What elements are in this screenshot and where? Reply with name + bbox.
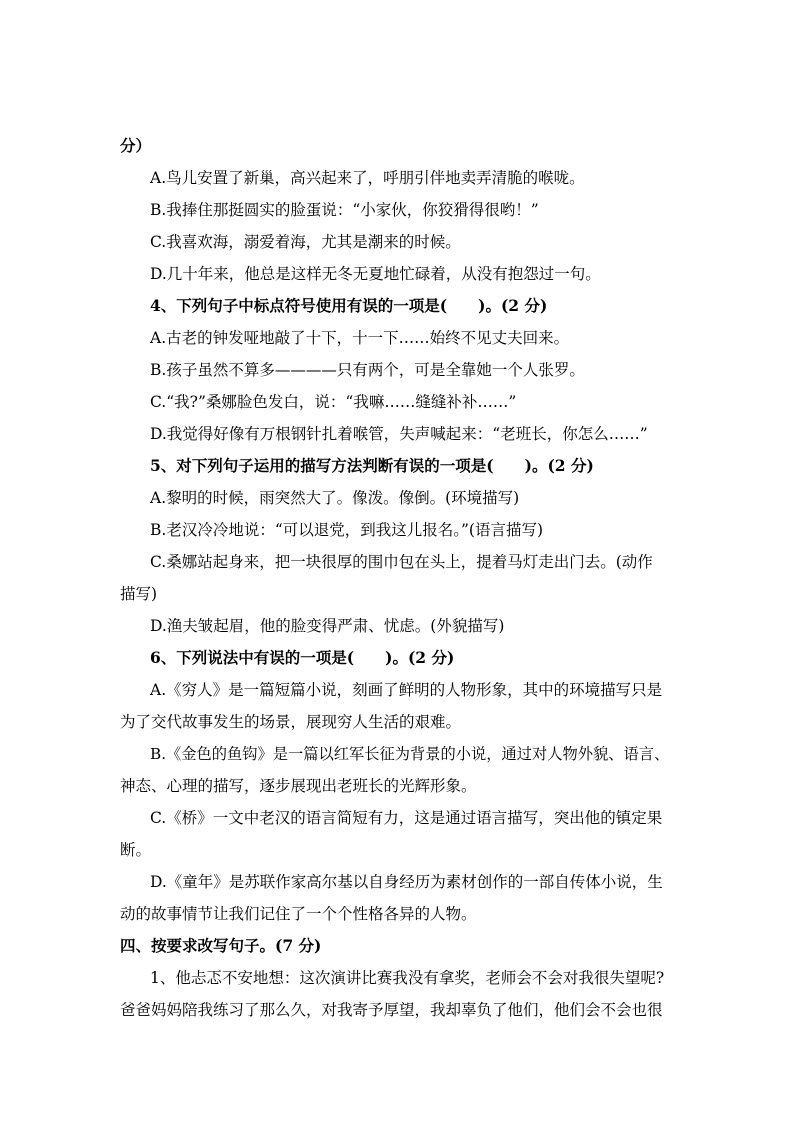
- text-line: 爸爸妈妈陪我练习了那么久，对我寄予厚望，我却辜负了他们，他们会不会也很: [120, 1001, 663, 1019]
- section-heading: 四、按要求改写句子。(7 分): [120, 936, 322, 955]
- text-line: A.古老的钟发哑地敲了十下，十一下……始终不见丈夫回来。: [150, 329, 570, 347]
- text-line: 描写): [120, 585, 158, 603]
- text-line: C.《桥》一文中老汉的语言简短有力，这是通过语言描写，突出他的镇定果: [150, 809, 663, 827]
- text-line: C.“我?”桑娜脸色发白，说：“我嘛……缝缝补补……”: [150, 393, 517, 411]
- text-line: B.我捧住那挺圆实的脸蛋说：“小家伙，你狡猾得很哟！”: [150, 201, 539, 219]
- text-line: D.几十年来，他总是这样无冬无夏地忙碌着，从没有抱怨过一句。: [150, 265, 601, 283]
- question-heading: 6、下列说法中有误的一项是( )。(2 分): [150, 648, 455, 667]
- text-line: 动的故事情节让我们记住了一个个性格各异的人物。: [120, 905, 477, 923]
- text-line: A.《穷人》是一篇短篇小说，刻画了鲜明的人物形象，其中的环境描写只是: [150, 681, 663, 699]
- text-line: D.我觉得好像有万根钢针扎着喉管，失声喊起来：“老班长，你怎么……”: [150, 425, 648, 443]
- text-line: B.孩子虽然不算多————只有两个，可是全靠她一个人张罗。: [150, 361, 585, 379]
- text-line: C.桑娜站起身来，把一块很厚的围巾包在头上，提着马灯走出门去。(动作: [150, 553, 653, 571]
- text-line: B.老汉冷冷地说：“可以退党，到我这儿报名。”(语言描写): [150, 521, 544, 539]
- text-line: A.黎明的时候，雨突然大了。像泼。像倒。(环境描写): [150, 489, 520, 507]
- text-line: 断。: [120, 841, 152, 859]
- text-line: 1、他忐忑不安地想：这次演讲比赛我没有拿奖，老师会不会对我很失望呢?: [150, 969, 665, 987]
- text-line: D.《童年》是苏联作家高尔基以自身经历为素材创作的一部自传体小说，生: [150, 873, 663, 891]
- text-line: 神态、心理的描写，逐步展现出老班长的光辉形象。: [120, 777, 477, 795]
- text-line: D.渔夫皱起眉，他的脸变得严肃、忧虑。(外貌描写): [150, 617, 505, 635]
- text-line: B.《金色的鱼钩》是一篇以红军长征为背景的小说，通过对人物外貌、语言、: [150, 745, 670, 763]
- text-line: A.鸟儿安置了新巢，高兴起来了，呼朋引伴地卖弄清脆的喉咙。: [150, 169, 585, 187]
- question-heading: 4、下列句子中标点符号使用有误的一项是( )。(2 分): [150, 296, 548, 315]
- text-line: 为了交代故事发生的场景，展现穷人生活的艰难。: [120, 713, 462, 731]
- question-heading: 5、对下列句子运用的描写方法判断有误的一项是( )。(2 分): [150, 456, 594, 475]
- text-line: 分）: [120, 136, 152, 155]
- text-line: C.我喜欢海，溺爱着海，尤其是潮来的时候。: [150, 233, 461, 251]
